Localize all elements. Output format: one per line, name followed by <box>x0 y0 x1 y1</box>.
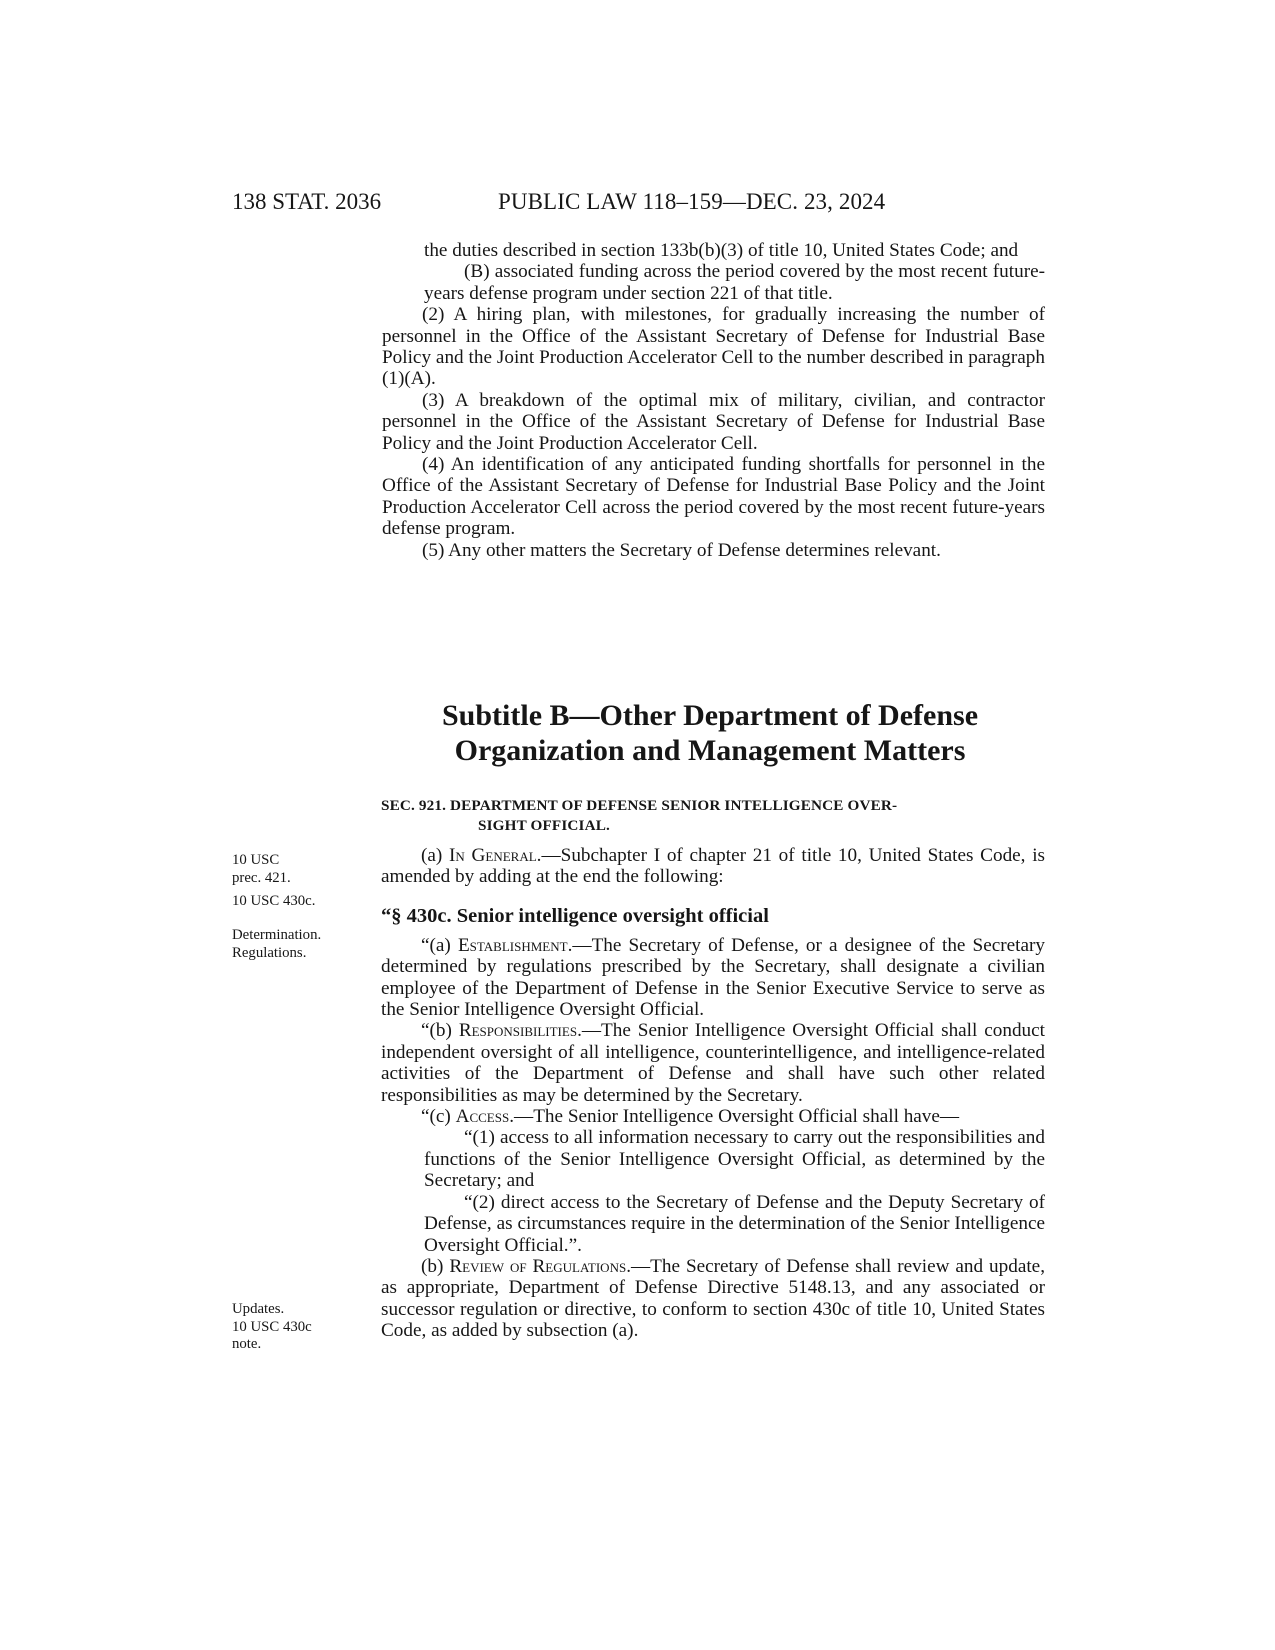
subsection-label: “(a) <box>421 934 458 956</box>
subsection-text: .—The Senior Intelligence Oversight Official shall have— <box>509 1106 960 1128</box>
public-law-citation: PUBLIC LAW 118–159—DEC. 23, 2024 <box>498 189 886 214</box>
continued-text-block <box>382 240 1045 561</box>
paragraph-b: (B) associated funding across the period covered by the most recent future-years defense program under section 221 of that title. <box>424 261 1045 304</box>
subsection-caption: Establishment <box>457 934 568 956</box>
subsection-b-review <box>381 1256 1045 1342</box>
margin-note-line: prec. 421. <box>232 869 291 886</box>
section-heading <box>381 796 1045 836</box>
paragraph-2: (2) A hiring plan, with milestones, for gradually increasing the number of personnel in the Office of the Assistant Secretary of Defense for Industrial Base Policy and the Joint Production Accelerator Cell to the number described in paragraph (1)(A). <box>382 304 1045 390</box>
access-paragraph-2: “(2) direct access to the Secretary of Defense and the Deputy Secretary of Defense, as circumstances require in the determination of the Senior Intelligence Oversight Official.”. <box>424 1191 1045 1256</box>
subsection-label: (b) <box>421 1255 450 1277</box>
subtitle-line-1: Subtitle B—Other Department of Defense <box>441 699 979 732</box>
paragraph-4: (4) An identification of any anticipated funding shortfalls for personnel in the Office of the Assistant Secretary of Defense for Industrial Base Policy and the Joint Production Accelerator Cell across the period covered by the most recent future-years defense program. <box>382 454 1045 540</box>
subtitle-line-2: Organization and Management Matters <box>454 734 966 767</box>
margin-note-line: Determination. <box>232 927 322 943</box>
paragraph-5: (5) Any other matters the Secretary of Defense determines relevant. <box>422 539 941 561</box>
subsection-label: “(c) <box>421 1106 456 1128</box>
margin-note-line: 10 USC 430c <box>232 1318 312 1335</box>
subsection-label: (a) <box>421 845 450 866</box>
section-heading-line-1: SEC. 921. DEPARTMENT OF DEFENSE SENIOR INTELLIGENCE OVER- <box>381 797 898 814</box>
paragraph-3: (3) A breakdown of the optimal mix of military, civilian, and contractor personnel in the Office of the Assistant Secretary of Defense for Industrial Base Policy and the Joint Production Accelerator Cell. <box>382 389 1045 454</box>
subsection-text: .—Subchapter I of chapter 21 of title 10, United States Code, is amended by adding at the end the following: <box>381 845 1046 888</box>
running-header <box>232 187 932 217</box>
margin-note-line: note. <box>232 1336 262 1352</box>
subsection-caption: Review of Regulations <box>449 1255 627 1277</box>
margin-note-line: Updates. <box>232 1301 285 1317</box>
statute-page-number: 138 STAT. 2036 <box>232 189 382 214</box>
subsection-caption: In General <box>449 845 537 866</box>
subsection-access <box>381 1106 1045 1127</box>
subsection-caption: Responsibilities <box>458 1020 578 1042</box>
section-430c-title: “§ 430c. Senior intelligence oversight official <box>381 904 769 927</box>
subsection-label: “(b) <box>421 1020 459 1042</box>
section-heading-line-2: SIGHT OFFICIAL. <box>478 816 610 834</box>
margin-note-line: Regulations. <box>232 944 307 961</box>
subsection-a-in-general <box>381 845 1045 888</box>
access-paragraph-1: “(1) access to all information necessary to carry out the responsibilities and functions of the Senior Intelligence Oversight Official, as determined by the Secretary; and <box>424 1127 1045 1192</box>
margin-note-line: 10 USC <box>232 852 280 868</box>
subsection-text: .—The Senior Intelligence Oversight Official shall conduct independent oversight of all intelligence, counterintelligence, and intelligence-related activities of the Department of Defense and shall have such other related responsibilities as may be determined by the Secretary. <box>381 1020 1046 1106</box>
section-921-body <box>381 845 1045 1342</box>
subsection-caption: Access <box>455 1106 510 1128</box>
margin-note-determination <box>232 927 321 962</box>
paragraph-continued: the duties described in section 133b(b)(3) of title 10, United States Code; and <box>424 240 1019 261</box>
subsection-text: .—The Secretary of Defense shall review and update, as appropriate, Department of Defense Directive 5148.13, and any associated or successor regulation or directive, to conform to section 430c of title 10, United States Code, as added by subsection (a). <box>381 1255 1045 1342</box>
subsection-responsibilities <box>381 1020 1045 1106</box>
subtitle-heading <box>370 698 1050 768</box>
subsection-text: .—The Secretary of Defense, or a designee of the Secretary determined by regulations prescribed by the Secretary, shall designate a civilian employee of the Department of Defense in the Senior Executive Service to serve as the Senior Intelligence Oversight Official. <box>381 934 1046 1021</box>
subsection-establishment <box>381 935 1045 1021</box>
margin-note-usc-prec <box>232 852 291 887</box>
margin-note-usc-430c: 10 USC 430c. <box>232 893 316 909</box>
margin-note-updates <box>232 1301 312 1354</box>
